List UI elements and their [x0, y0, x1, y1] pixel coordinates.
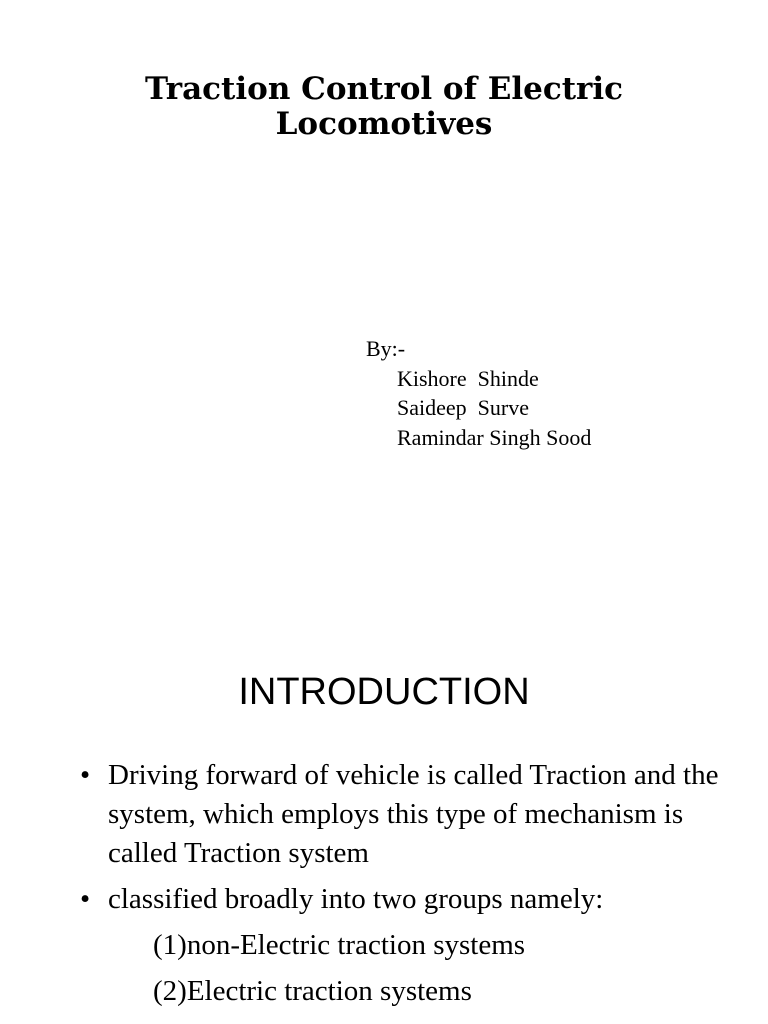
slide-title-line-2: Locomotives	[275, 106, 493, 142]
author-name: Ramindar Singh Sood	[397, 424, 592, 450]
sub-item: (2)Electric traction systems	[153, 975, 472, 1007]
by-label: By:-	[366, 336, 406, 361]
author-name: Saideep Surve	[397, 395, 529, 420]
slide-title	[0, 72, 768, 142]
bullet-item	[80, 756, 720, 873]
bullet-icon: •	[80, 883, 91, 915]
bullet-list	[80, 756, 720, 1018]
author-block	[366, 334, 591, 452]
sub-item: (1)non-Electric traction systems	[153, 929, 526, 961]
bullet-text: classified broadly into two groups namely:	[108, 883, 604, 915]
section-heading: INTRODUCTION	[238, 671, 530, 713]
bullet-item	[80, 880, 720, 1011]
slide-title-line-1: Traction Control of Electric	[144, 71, 624, 107]
bullet-text: Driving forward of vehicle is called Traction and the system, which employs this type of mechanism is called Traction system	[108, 759, 719, 869]
bullet-icon: •	[80, 759, 91, 791]
introduction-slide	[0, 620, 768, 1024]
author-name: Kishore Shinde	[397, 365, 539, 391]
